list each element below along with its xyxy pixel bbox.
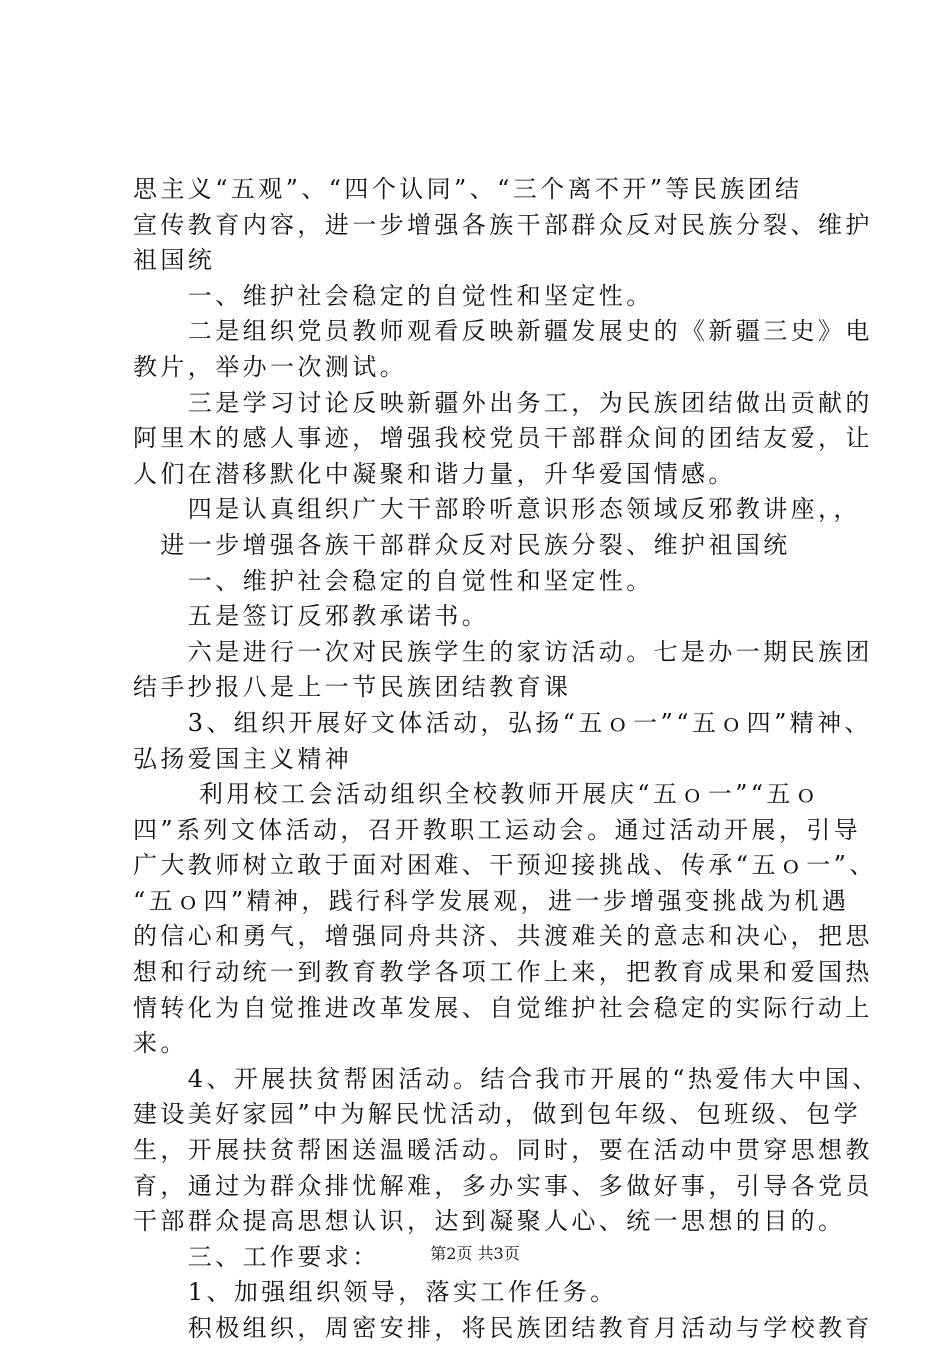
paragraph-line: 二是组织党员教师观看反映新疆发展史的《新疆三史》电: [133, 317, 873, 346]
paragraph-line: 积极组织，周密安排，将民族团结教育月活动与学校教育: [133, 1314, 873, 1342]
paragraph-line: 思主义“五观”、“四个认同”、“三个离不开”等民族团结: [133, 175, 803, 203]
paragraph-line: 人们在潜移默化中凝聚和谐力量，升华爱国情感。: [133, 459, 736, 488]
paragraph-line: 弘扬爱国主义精神: [133, 744, 353, 773]
paragraph-line: 4、开展扶贫帮困活动。结合我市开展的“热爱伟大中国、: [133, 1064, 880, 1093]
paragraph-line: 祖国统: [133, 246, 216, 275]
paragraph-line: 一、维护社会稳定的自觉性和坚定性。: [133, 281, 654, 310]
paragraph-line: 干部群众提高思想认识，达到凝聚人心、统一思想的目的。: [133, 1207, 846, 1236]
paragraph-line: 结手抄报八是上一节民族团结教育课: [133, 673, 572, 702]
page-footer: 第2页 共3页: [430, 1244, 520, 1263]
paragraph-line: 四”系列文体活动，召开教职工运动会。通过活动开展，引导: [133, 815, 862, 844]
paragraph-line: 想和行动统一到教育教学各项工作上来，把教育成果和爱国热: [133, 958, 873, 987]
paragraph-line: 三、工作要求：: [133, 1242, 380, 1271]
paragraph-line: 五是签订反邪教承诺书。: [133, 602, 490, 631]
paragraph-line: 广大教师树立敢于面对困难、干预迎接挑战、传承“五ｏ一”、: [133, 851, 877, 880]
paragraph-line: 宣传教育内容，进一步增强各族干部群众反对民族分裂、维护: [133, 210, 873, 239]
paragraph-line: 1、加强组织领导，落实工作任务。: [133, 1278, 618, 1307]
paragraph-line: 一、维护社会稳定的自觉性和坚定性。: [133, 566, 654, 595]
paragraph-line: 来。: [133, 1029, 188, 1058]
paragraph-line: “五ｏ四”精神，践行科学发展观，进一步增强变挑战为机遇: [133, 886, 850, 915]
paragraph-line: 3、组织开展好文体活动，弘扬“五ｏ一”“五ｏ四”精神、: [133, 708, 872, 737]
paragraph-line: 六是进行一次对民族学生的家访活动。七是办一期民族团: [133, 637, 873, 666]
document-body: [133, 172, 880, 1347]
paragraph-line: 进一步增强各族干部群众反对民族分裂、维护祖国统: [133, 530, 791, 559]
paragraph-line: 四是认真组织广大干部聆听意识形态领域反邪教讲座，，: [133, 495, 861, 524]
paragraph-line: 生，开展扶贫帮困送温暖活动。同时，要在活动中贯穿思想教: [133, 1136, 873, 1165]
paragraph-line: 情转化为自觉推进改革发展、自觉维护社会稳定的实际行动上: [133, 993, 873, 1022]
paragraph-line: 教片，举办一次测试。: [133, 352, 407, 381]
paragraph-line: 的信心和勇气，增强同舟共济、共渡难关的意志和决心，把思: [133, 922, 873, 951]
paragraph-line: 三是学习讨论反映新疆外出务工，为民族团结做出贡献的: [133, 388, 873, 417]
paragraph-line: 建设美好家园”中为解民忧活动，做到包年级、包班级、包学: [133, 1100, 862, 1129]
paragraph-line: 育，通过为群众排忧解难，多办实事、多做好事，引导各党员: [133, 1171, 873, 1200]
paragraph-line: 利用校工会活动组织全校教师开展庆“五ｏ一”“五ｏ: [133, 780, 822, 809]
paragraph-line: 阿里木的感人事迹，增强我校党员干部群众间的团结友爱，让: [133, 424, 873, 453]
